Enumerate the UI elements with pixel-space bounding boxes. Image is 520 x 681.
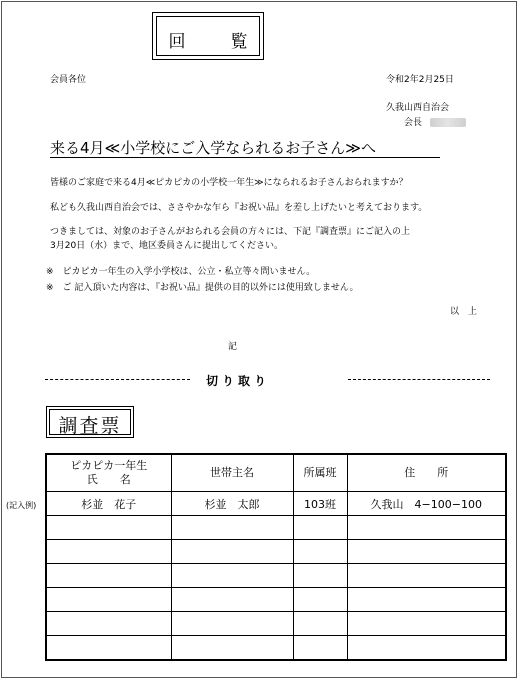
ki-label: 記 — [228, 342, 238, 352]
cell-group[interactable] — [293, 516, 347, 540]
cell-head-name[interactable] — [171, 564, 293, 588]
note-1: ※ ピカピカ一年生の入学小学校は、公立・私立等々問いません。 — [46, 267, 316, 277]
header-address: 住 所 — [347, 454, 506, 492]
cell-address[interactable] — [347, 636, 506, 661]
heading-underline — [50, 157, 440, 158]
table-header-row — [46, 454, 506, 492]
cut-line-right — [348, 379, 490, 380]
notice-heading: 来る4月≪小学校にご入学なられるお子さん≫へ — [50, 139, 376, 157]
redacted-name — [430, 118, 466, 127]
cell-head-name[interactable] — [171, 516, 293, 540]
cell-address[interactable] — [347, 516, 506, 540]
cell-child-name[interactable] — [46, 564, 171, 588]
cell-group[interactable] — [293, 540, 347, 564]
cut-line-left — [45, 379, 190, 380]
paragraph-4: 3月20日（水）まで、地区委員さんに提出してください。 — [50, 241, 283, 251]
cell-group[interactable] — [293, 636, 347, 661]
sender-role-label: 会長 — [404, 118, 423, 128]
example-address: 久我山 4−100−100 — [347, 492, 506, 516]
closing: 以 上 — [450, 307, 478, 317]
cell-address[interactable] — [347, 564, 506, 588]
survey-title-box — [46, 406, 134, 438]
cell-head-name[interactable] — [171, 540, 293, 564]
table-row — [46, 564, 506, 588]
blank-rows — [46, 516, 506, 661]
cell-child-name[interactable] — [46, 540, 171, 564]
note-2: ※ ご 記入頂いた内容は、『お祝い品』提供の目的以外には使用致しません。 — [46, 283, 359, 293]
table-row — [46, 516, 506, 540]
cell-group[interactable] — [293, 612, 347, 636]
survey-title: 調査票 — [58, 415, 122, 437]
table-row — [46, 588, 506, 612]
sender-org: 久我山西自治会 — [386, 103, 450, 113]
cell-group[interactable] — [293, 564, 347, 588]
header-head-name: 世帯主名 — [171, 454, 293, 492]
cell-child-name[interactable] — [46, 516, 171, 540]
example-label: (記入例) — [6, 501, 37, 510]
header-group: 所属班 — [293, 454, 347, 492]
table-row-example — [46, 492, 506, 516]
example-head-name: 杉並 太郎 — [171, 492, 293, 516]
cell-child-name[interactable] — [46, 636, 171, 661]
cell-child-name[interactable] — [46, 588, 171, 612]
example-child-name: 杉並 花子 — [46, 492, 171, 516]
paragraph-3: つきましては、対象のお子さんがおられる会員の方々には、下記『調査票』にご記入の上 — [50, 227, 411, 237]
addressee: 会員各位 — [50, 75, 87, 85]
example-group: 103班 — [293, 492, 347, 516]
table-row — [46, 636, 506, 661]
paragraph-1: 皆様のご家庭で来る4月≪ピカピカの小学校一年生≫になられるお子さんおられますか？ — [50, 178, 408, 188]
title-box — [152, 12, 264, 60]
cell-group[interactable] — [293, 588, 347, 612]
date: 令和2年2月25日 — [386, 75, 454, 85]
cell-address[interactable] — [347, 588, 506, 612]
table-row — [46, 540, 506, 564]
cut-label: 切り取り — [206, 374, 271, 388]
sender-role — [404, 115, 466, 128]
cell-head-name[interactable] — [171, 636, 293, 661]
cell-address[interactable] — [347, 612, 506, 636]
cell-head-name[interactable] — [171, 612, 293, 636]
paragraph-2: 私ども久我山西自治会では、ささやかな乍ら『お祝い品』を差し上げたいと考えております。 — [50, 203, 428, 213]
header-child-name: ピカピカ一年生 氏 名 — [46, 454, 171, 492]
cell-child-name[interactable] — [46, 612, 171, 636]
cell-head-name[interactable] — [171, 588, 293, 612]
survey-table — [45, 453, 507, 661]
table-row — [46, 612, 506, 636]
page-title: 回 覧 — [168, 32, 262, 52]
cell-address[interactable] — [347, 540, 506, 564]
